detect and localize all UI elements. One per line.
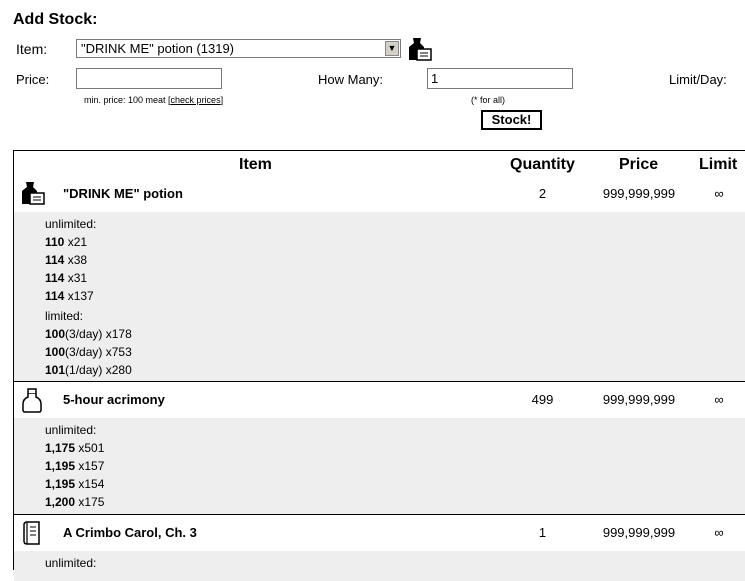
bottle-icon bbox=[18, 386, 46, 414]
item-name[interactable]: 5-hour acrimony bbox=[63, 392, 165, 407]
item-quantity: 1 bbox=[538, 525, 547, 540]
price-label: Price: bbox=[16, 72, 50, 87]
item-name[interactable]: "DRINK ME" potion bbox=[63, 186, 183, 201]
item-limit: ∞ bbox=[714, 186, 724, 201]
item-limit: ∞ bbox=[714, 392, 724, 407]
potion-bag-icon bbox=[18, 180, 46, 208]
table-row[interactable] bbox=[14, 515, 745, 551]
list-item: 114 x31 bbox=[45, 271, 88, 285]
item-name[interactable]: A Crimbo Carol, Ch. 3 bbox=[63, 525, 197, 540]
list-item: 100(3/day) x753 bbox=[45, 345, 132, 359]
item-quantity: 2 bbox=[538, 186, 547, 201]
item-price: 999,999,999 bbox=[602, 186, 676, 201]
price-breakdown bbox=[14, 418, 745, 515]
list-item: 110 x21 bbox=[45, 235, 88, 249]
item-select-value: "DRINK ME" potion (1319) bbox=[81, 41, 235, 56]
unlimited-label: unlimited: bbox=[45, 217, 97, 231]
item-quantity: 499 bbox=[531, 392, 554, 407]
for-all-note: (* for all) bbox=[471, 95, 506, 105]
how-many-label: How Many: bbox=[318, 72, 384, 87]
item-select[interactable] bbox=[76, 39, 401, 58]
page-title: Add Stock: bbox=[13, 11, 98, 28]
table-row[interactable] bbox=[14, 382, 745, 418]
item-label: Item: bbox=[16, 41, 48, 57]
stock-button[interactable]: Stock! bbox=[481, 110, 542, 130]
limit-per-day-label: Limit/Day: bbox=[669, 72, 727, 87]
header-item: Item bbox=[239, 156, 272, 173]
potion-bag-icon bbox=[405, 36, 433, 64]
item-price: 999,999,999 bbox=[602, 525, 676, 540]
list-item: 100(3/day) x178 bbox=[45, 327, 132, 341]
header-limit: Limit bbox=[699, 156, 738, 173]
book-icon bbox=[18, 519, 46, 547]
list-item: 1,195 x154 bbox=[45, 477, 105, 491]
list-item: 114 x137 bbox=[45, 289, 94, 303]
price-breakdown bbox=[14, 551, 745, 581]
list-item: 114 x38 bbox=[45, 253, 88, 267]
list-item: 1,175 x501 bbox=[45, 441, 105, 455]
table-row[interactable] bbox=[14, 176, 745, 212]
header-price: Price bbox=[619, 156, 659, 173]
chevron-down-icon[interactable]: ▼ bbox=[385, 41, 399, 56]
check-prices-link[interactable]: check prices bbox=[170, 95, 221, 105]
list-item: 1,200 x175 bbox=[45, 495, 105, 509]
list-item: 1,195 x157 bbox=[45, 459, 105, 473]
list-item: 101(1/day) x280 bbox=[45, 363, 132, 377]
header-quantity: Quantity bbox=[510, 156, 575, 173]
min-price-note: min. price: 100 meat [check prices] bbox=[84, 95, 224, 105]
how-many-input[interactable]: 1 bbox=[427, 68, 573, 89]
unlimited-label: unlimited: bbox=[45, 423, 97, 437]
item-price: 999,999,999 bbox=[602, 392, 676, 407]
item-limit: ∞ bbox=[714, 525, 724, 540]
price-breakdown bbox=[14, 212, 745, 382]
unlimited-label: unlimited: bbox=[45, 556, 97, 570]
limited-label: limited: bbox=[45, 309, 84, 323]
stock-table bbox=[13, 150, 745, 570]
price-input[interactable] bbox=[76, 68, 222, 89]
